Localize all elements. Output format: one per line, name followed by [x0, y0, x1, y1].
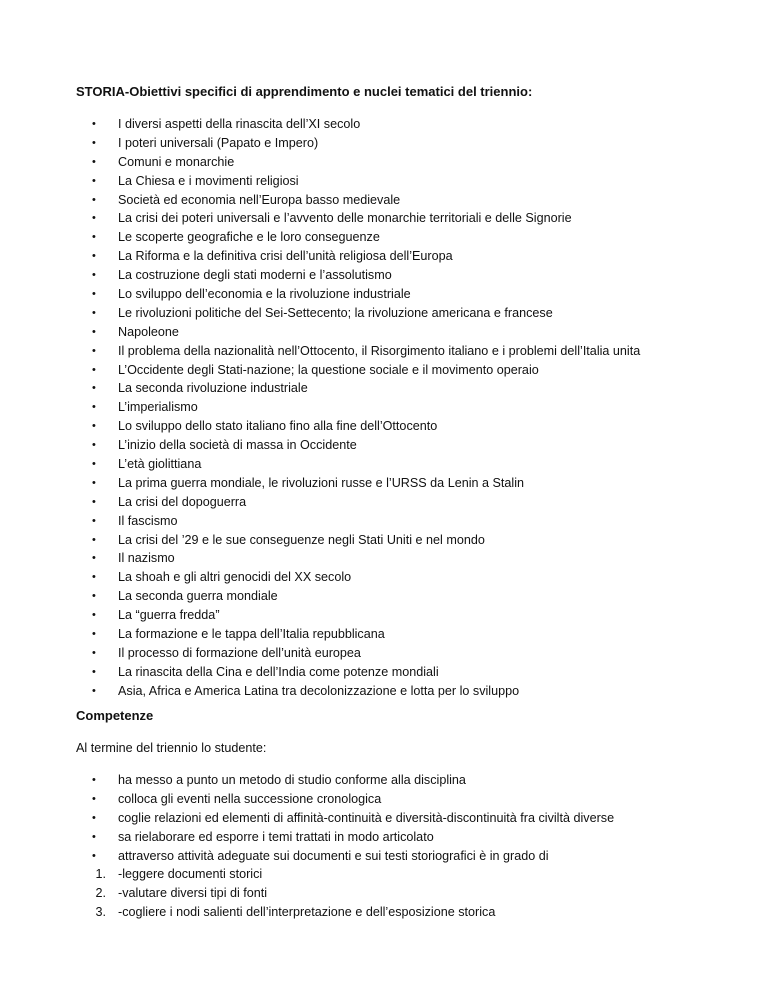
list-item-text: La crisi del dopoguerra [118, 494, 247, 509]
list-item [92, 644, 640, 663]
bullet-icon: • [92, 155, 96, 168]
bullet-icon: • [92, 811, 96, 824]
list-item-text: colloca gli eventi nella successione cronologica [118, 791, 382, 806]
bullet-icon: • [92, 250, 96, 263]
list-item-text: Asia, Africa e America Latina tra decolonizzazione e lotta per lo sviluppo [118, 683, 520, 698]
list-item-text: La seconda rivoluzione industriale [118, 381, 308, 396]
list-item [92, 361, 640, 380]
bullet-icon: • [92, 344, 96, 357]
list-item [92, 771, 614, 790]
list-item [92, 828, 614, 847]
bullet-icon: • [92, 792, 96, 805]
list-item-text: La Chiesa e i movimenti religiosi [118, 173, 299, 188]
bullet-icon: • [92, 552, 96, 565]
list-item [92, 606, 640, 625]
bullet-icon: • [92, 609, 96, 622]
bullet-icon: • [92, 269, 96, 282]
bullet-icon: • [92, 325, 96, 338]
list-item [92, 266, 640, 285]
list-item [92, 134, 640, 153]
bullet-icon: • [92, 231, 96, 244]
bullet-icon: • [92, 684, 96, 697]
list-item-text: L’imperialismo [118, 400, 198, 415]
competenze-heading: Competenze [76, 708, 154, 723]
bullet-icon: • [92, 363, 96, 376]
list-item-text: ha messo a punto un metodo di studio conforme alla disciplina [118, 773, 466, 787]
numbered-item-text: -valutare diversi tipi di fonti [118, 885, 268, 900]
list-item-text: attraverso attività adeguate sui documenti e sui testi storiografici è in grado di [118, 848, 549, 863]
list-item-text: La seconda guerra mondiale [118, 589, 278, 604]
list-item-text: La Riforma e la definitiva crisi dell’unità religiosa dell’Europa [118, 249, 453, 264]
list-item [92, 531, 640, 550]
list-item [92, 191, 640, 210]
list-item-text: sa rielaborare ed esporre i temi trattati in modo articolato [118, 829, 434, 844]
list-item [92, 228, 640, 247]
bullet-icon: • [92, 212, 96, 225]
item-number: 1. [95, 867, 106, 881]
list-item-text: La shoah e gli altri genocidi del XX secolo [118, 570, 352, 585]
bullet-icon: • [92, 420, 96, 433]
bullet-icon: • [92, 849, 96, 862]
bullet-icon: • [92, 476, 96, 489]
bullet-icon: • [92, 495, 96, 508]
list-item [92, 379, 640, 398]
bullet-icon: • [92, 174, 96, 187]
bullet-icon: • [92, 193, 96, 206]
list-item-text: La formazione e le tappa dell’Italia repubblicana [118, 627, 385, 642]
list-item-text: Il fascismo [118, 513, 178, 528]
bullet-icon: • [92, 590, 96, 603]
list-item-text: L’inizio della società di massa in Occidente [118, 438, 357, 453]
list-item [92, 247, 640, 266]
list-item [92, 172, 640, 191]
list-item-text: Napoleone [118, 324, 179, 339]
list-item [92, 209, 640, 228]
bullet-icon: • [92, 306, 96, 319]
list-item-text: La crisi dei poteri universali e l’avvento delle monarchie territoriali e delle Signorie [118, 211, 572, 226]
list-item [92, 663, 640, 682]
list-item-text: Il nazismo [118, 551, 175, 566]
numbered-item [76, 884, 495, 903]
numbered-item-text: -cogliere i nodi salienti dell’interpretazione e dell’esposizione storica [118, 904, 496, 919]
list-item [92, 153, 640, 172]
list-item-text: La costruzione degli stati moderni e l’assolutismo [118, 268, 392, 283]
bullet-icon: • [92, 830, 96, 843]
item-number: 3. [95, 904, 106, 919]
list-item-text: La “guerra fredda” [118, 608, 220, 623]
document-title: STORIA-Obiettivi specifici di apprendimento e nuclei tematici del triennio: [76, 84, 533, 99]
bullet-icon: • [92, 458, 96, 471]
list-item [92, 455, 640, 474]
list-item [92, 436, 640, 455]
list-item-text: Il processo di formazione dell’unità europea [118, 645, 361, 660]
list-item [92, 587, 640, 606]
bullet-icon: • [92, 382, 96, 395]
list-item-text: Lo sviluppo dello stato italiano fino alla fine dell’Ottocento [118, 419, 438, 434]
list-item [92, 809, 614, 828]
competenze-intro: Al termine del triennio lo studente: [76, 741, 267, 755]
bullet-icon: • [92, 533, 96, 546]
list-item-text: coglie relazioni ed elementi di affinità-continuità e diversità-discontinuità fra civiltà diverse [118, 810, 615, 825]
list-item [92, 115, 640, 134]
topics-list [92, 115, 640, 701]
competenze-steps-list [76, 865, 495, 922]
bullet-icon: • [92, 514, 96, 527]
list-item [92, 790, 614, 809]
bullet-icon: • [92, 439, 96, 452]
bullet-icon: • [92, 774, 96, 786]
bullet-icon: • [92, 628, 96, 641]
list-item-text: La rinascita della Cina e dell’India come potenze mondiali [118, 664, 439, 679]
list-item-text: Le scoperte geografiche e le loro conseguenze [118, 230, 380, 245]
competenze-list [92, 771, 614, 865]
bullet-icon: • [92, 665, 96, 678]
list-item-text: Le rivoluzioni politiche del Sei-Settecento; la rivoluzione americana e francese [118, 305, 553, 320]
list-item [92, 549, 640, 568]
list-item [92, 417, 640, 436]
list-item-text: La crisi del ’29 e le sue conseguenze negli Stati Uniti e nel mondo [118, 532, 485, 547]
list-item [92, 304, 640, 323]
list-item-text: I poteri universali (Papato e Impero) [118, 135, 319, 150]
list-item [92, 493, 640, 512]
list-item [92, 568, 640, 587]
numbered-item [76, 903, 495, 922]
list-item [92, 398, 640, 417]
list-item-text: L’età giolittiana [118, 457, 202, 472]
item-number: 2. [95, 885, 106, 900]
bullet-icon: • [92, 401, 96, 414]
list-item [92, 474, 640, 493]
bullet-icon: • [92, 118, 96, 130]
list-item-text: Comuni e monarchie [118, 154, 235, 169]
list-item-text: Società ed economia nell’Europa basso medievale [118, 192, 401, 207]
list-item [92, 847, 614, 866]
bullet-icon: • [92, 646, 96, 659]
list-item [92, 285, 640, 304]
list-item-text: L’Occidente degli Stati-nazione; la questione sociale e il movimento operaio [118, 362, 539, 377]
list-item [92, 323, 640, 342]
list-item-text: Lo sviluppo dell’economia e la rivoluzione industriale [118, 287, 411, 302]
numbered-item-text: -leggere documenti storici [118, 867, 263, 881]
numbered-item [76, 865, 495, 884]
list-item [92, 342, 640, 361]
list-item [92, 512, 640, 531]
bullet-icon: • [92, 288, 96, 301]
list-item-text: Il problema della nazionalità nell’Ottocento, il Risorgimento italiano e i problemi dell’Italia unita [118, 343, 641, 358]
bullet-icon: • [92, 571, 96, 584]
list-item-text: I diversi aspetti della rinascita dell’XI secolo [118, 117, 361, 131]
list-item [92, 625, 640, 644]
list-item [92, 682, 640, 701]
list-item-text: La prima guerra mondiale, le rivoluzioni russe e l’URSS da Lenin a Stalin [118, 475, 525, 490]
bullet-icon: • [92, 136, 96, 149]
